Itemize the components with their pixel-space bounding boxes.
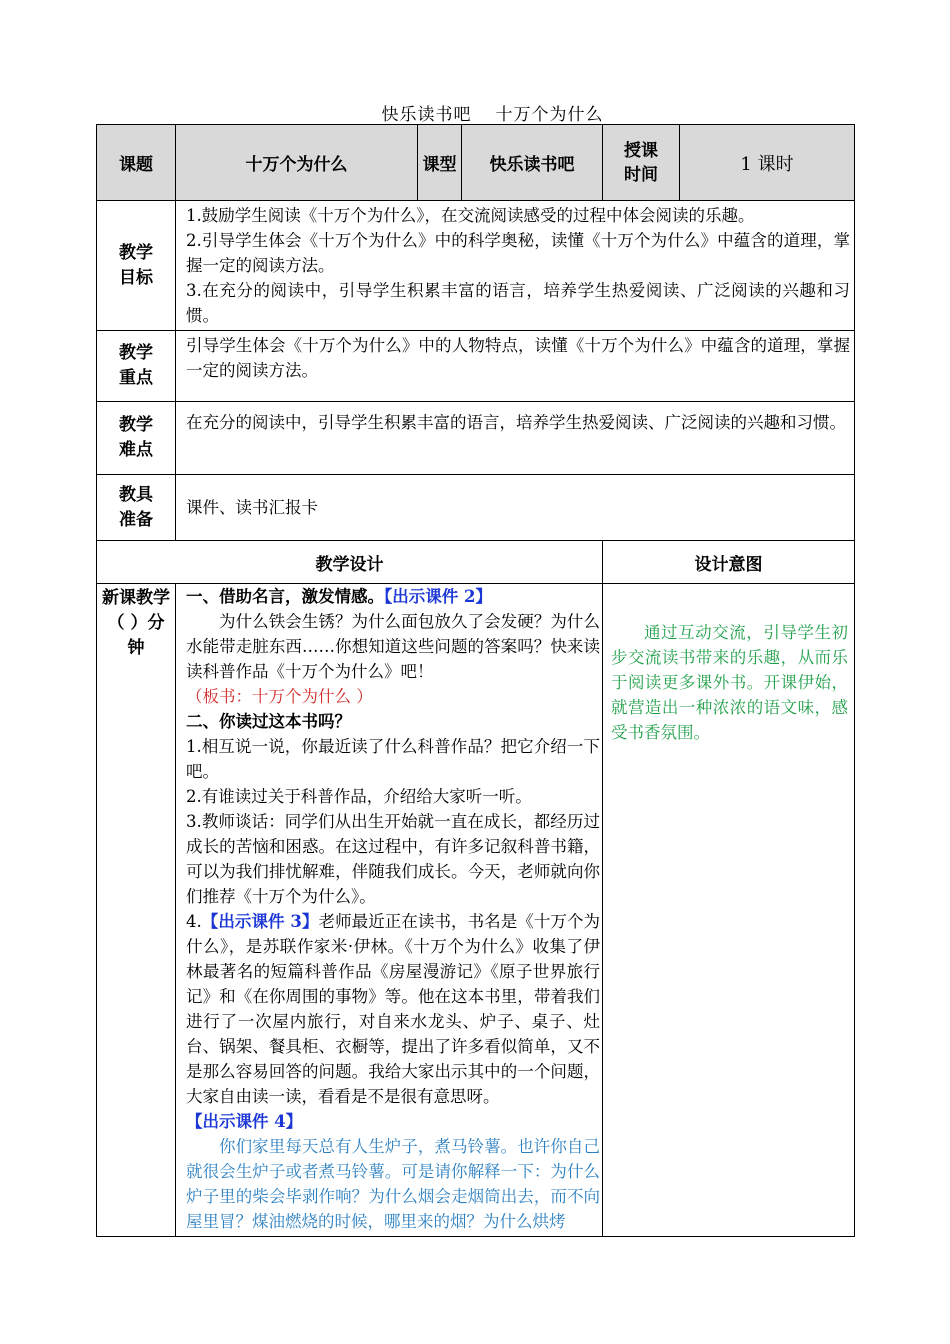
board-note: （板书：十万个为什么 ） [186,687,373,706]
courseware-tag-3: 【出示课件 3】 [201,912,319,931]
intent-column-header: 设计意图 [603,541,855,584]
label-topic: 课题 [97,125,176,201]
design-content [176,584,603,1237]
goal-item: 1.鼓励学生阅读《十万个为什么》，在交流阅读感受的过程中体会阅读的乐趣。 [186,206,755,225]
label-time: 授课时间 [603,125,680,201]
list-item-4 [186,909,600,1109]
section1-heading [186,584,600,609]
design-column-header: 教学设计 [97,541,603,584]
difficulty-row [97,402,855,475]
goal-item: 3.在充分的阅读中，引导学生积累丰富的语言，培养学生热爱阅读、广泛阅读的兴趣和习惯。 [186,281,850,325]
design-header-row [97,541,855,584]
section1-text: 为什么铁会生锈？为什么面包放久了会发硬？为什么水能带走脏东西……你想知道这些问题的答案吗？快来读读科普作品《十万个为什么》吧！ [186,612,600,681]
label-type: 课型 [418,125,462,201]
goals-row [97,201,855,331]
section2-title: 二、你读过这本书吗？ [186,712,351,731]
new-lesson-label: 新课教学（ ）分钟 [97,584,176,1237]
goals-label: 教学目标 [97,201,176,331]
intent-text: 通过互动交流，引导学生初步交流读书带来的乐趣，从而乐于阅读更多课外书。开课伊始，就营造出一种浓浓的语文味，感受书香氛围。 [611,623,848,742]
type-value: 快乐读书吧 [462,125,603,201]
materials-row [97,475,855,541]
difficulty-label: 教学难点 [97,402,176,475]
excerpt-text: 你们家里每天总有人生炉子，煮马铃薯。也许你自己就很会生炉子或者煮马铃薯。可是请你解释一下：为什么炉子里的柴会毕剥作响？为什么烟会走烟筒出去，而不向屋里冒？煤油燃烧的时候，哪里来的烟？为什么烘烤 [186,1137,600,1231]
list-item: 2.有谁读过关于科普作品，介绍给大家听一听。 [186,787,532,806]
item4-text: 老师最近正在读书，书名是《十万个为什么》，是苏联作家米·伊林。《十万个为什么》收集了伊林最著名的短篇科普作品《房屋漫游记》《原子世界旅行记》和《在你周围的事物》等。他在这本书里，带着我们进行了一次屋内旅行，对自来水龙头、炉子、桌子、灶台、锅架、餐具柜、衣橱等，提出了许多看似简单，又不是那么容易回答的问题。我给大家出示其中的一个问题，大家自由读一读，看看是不是很有意思呀。 [186,912,601,1106]
list-item: 3.教师谈话：同学们从出生开始就一直在成长，都经历过成长的苦恼和困惑。在这过程中，有许多记叙科普书籍，可以为我们排忧解难，伴随我们成长。今天，老师就向你们推荐《十万个为什么》。 [186,812,600,906]
title-part1: 快乐读书吧 [381,105,472,125]
goal-item: 2.引导学生体会《十万个为什么》中的科学奥秘，读懂《十万个为什么》中蕴含的道理，掌握一定的阅读方法。 [186,231,850,275]
design-row [97,584,855,1237]
design-intent [603,584,855,1237]
section1-title: 一、借助名言，激发情感。 [186,587,384,606]
list-item: 1.相互说一说，你最近读了什么科普作品？把它介绍一下吧。 [186,737,600,781]
courseware-tag-2: 【出示课件 2】 [384,587,492,606]
focus-label: 教学重点 [97,331,176,402]
header-row [97,125,855,201]
title-part2: 十万个为什么 [495,105,604,125]
document-title [0,100,950,125]
materials-text: 课件、读书汇报卡 [176,475,855,541]
lesson-plan-table [96,124,855,1237]
goals-content [176,201,855,331]
periods-value: 1 课时 [680,125,855,201]
focus-row [97,331,855,402]
topic-value: 十万个为什么 [176,125,418,201]
difficulty-text: 在充分的阅读中，引导学生积累丰富的语言，培养学生热爱阅读、广泛阅读的兴趣和习惯。 [176,402,855,475]
courseware-tag-4: 【出示课件 4】 [186,1112,303,1131]
focus-text: 引导学生体会《十万个为什么》中的人物特点，读懂《十万个为什么》中蕴含的道理，掌握一定的阅读方法。 [176,331,855,402]
materials-label: 教具准备 [97,475,176,541]
item4-prefix: 4. [186,912,202,931]
